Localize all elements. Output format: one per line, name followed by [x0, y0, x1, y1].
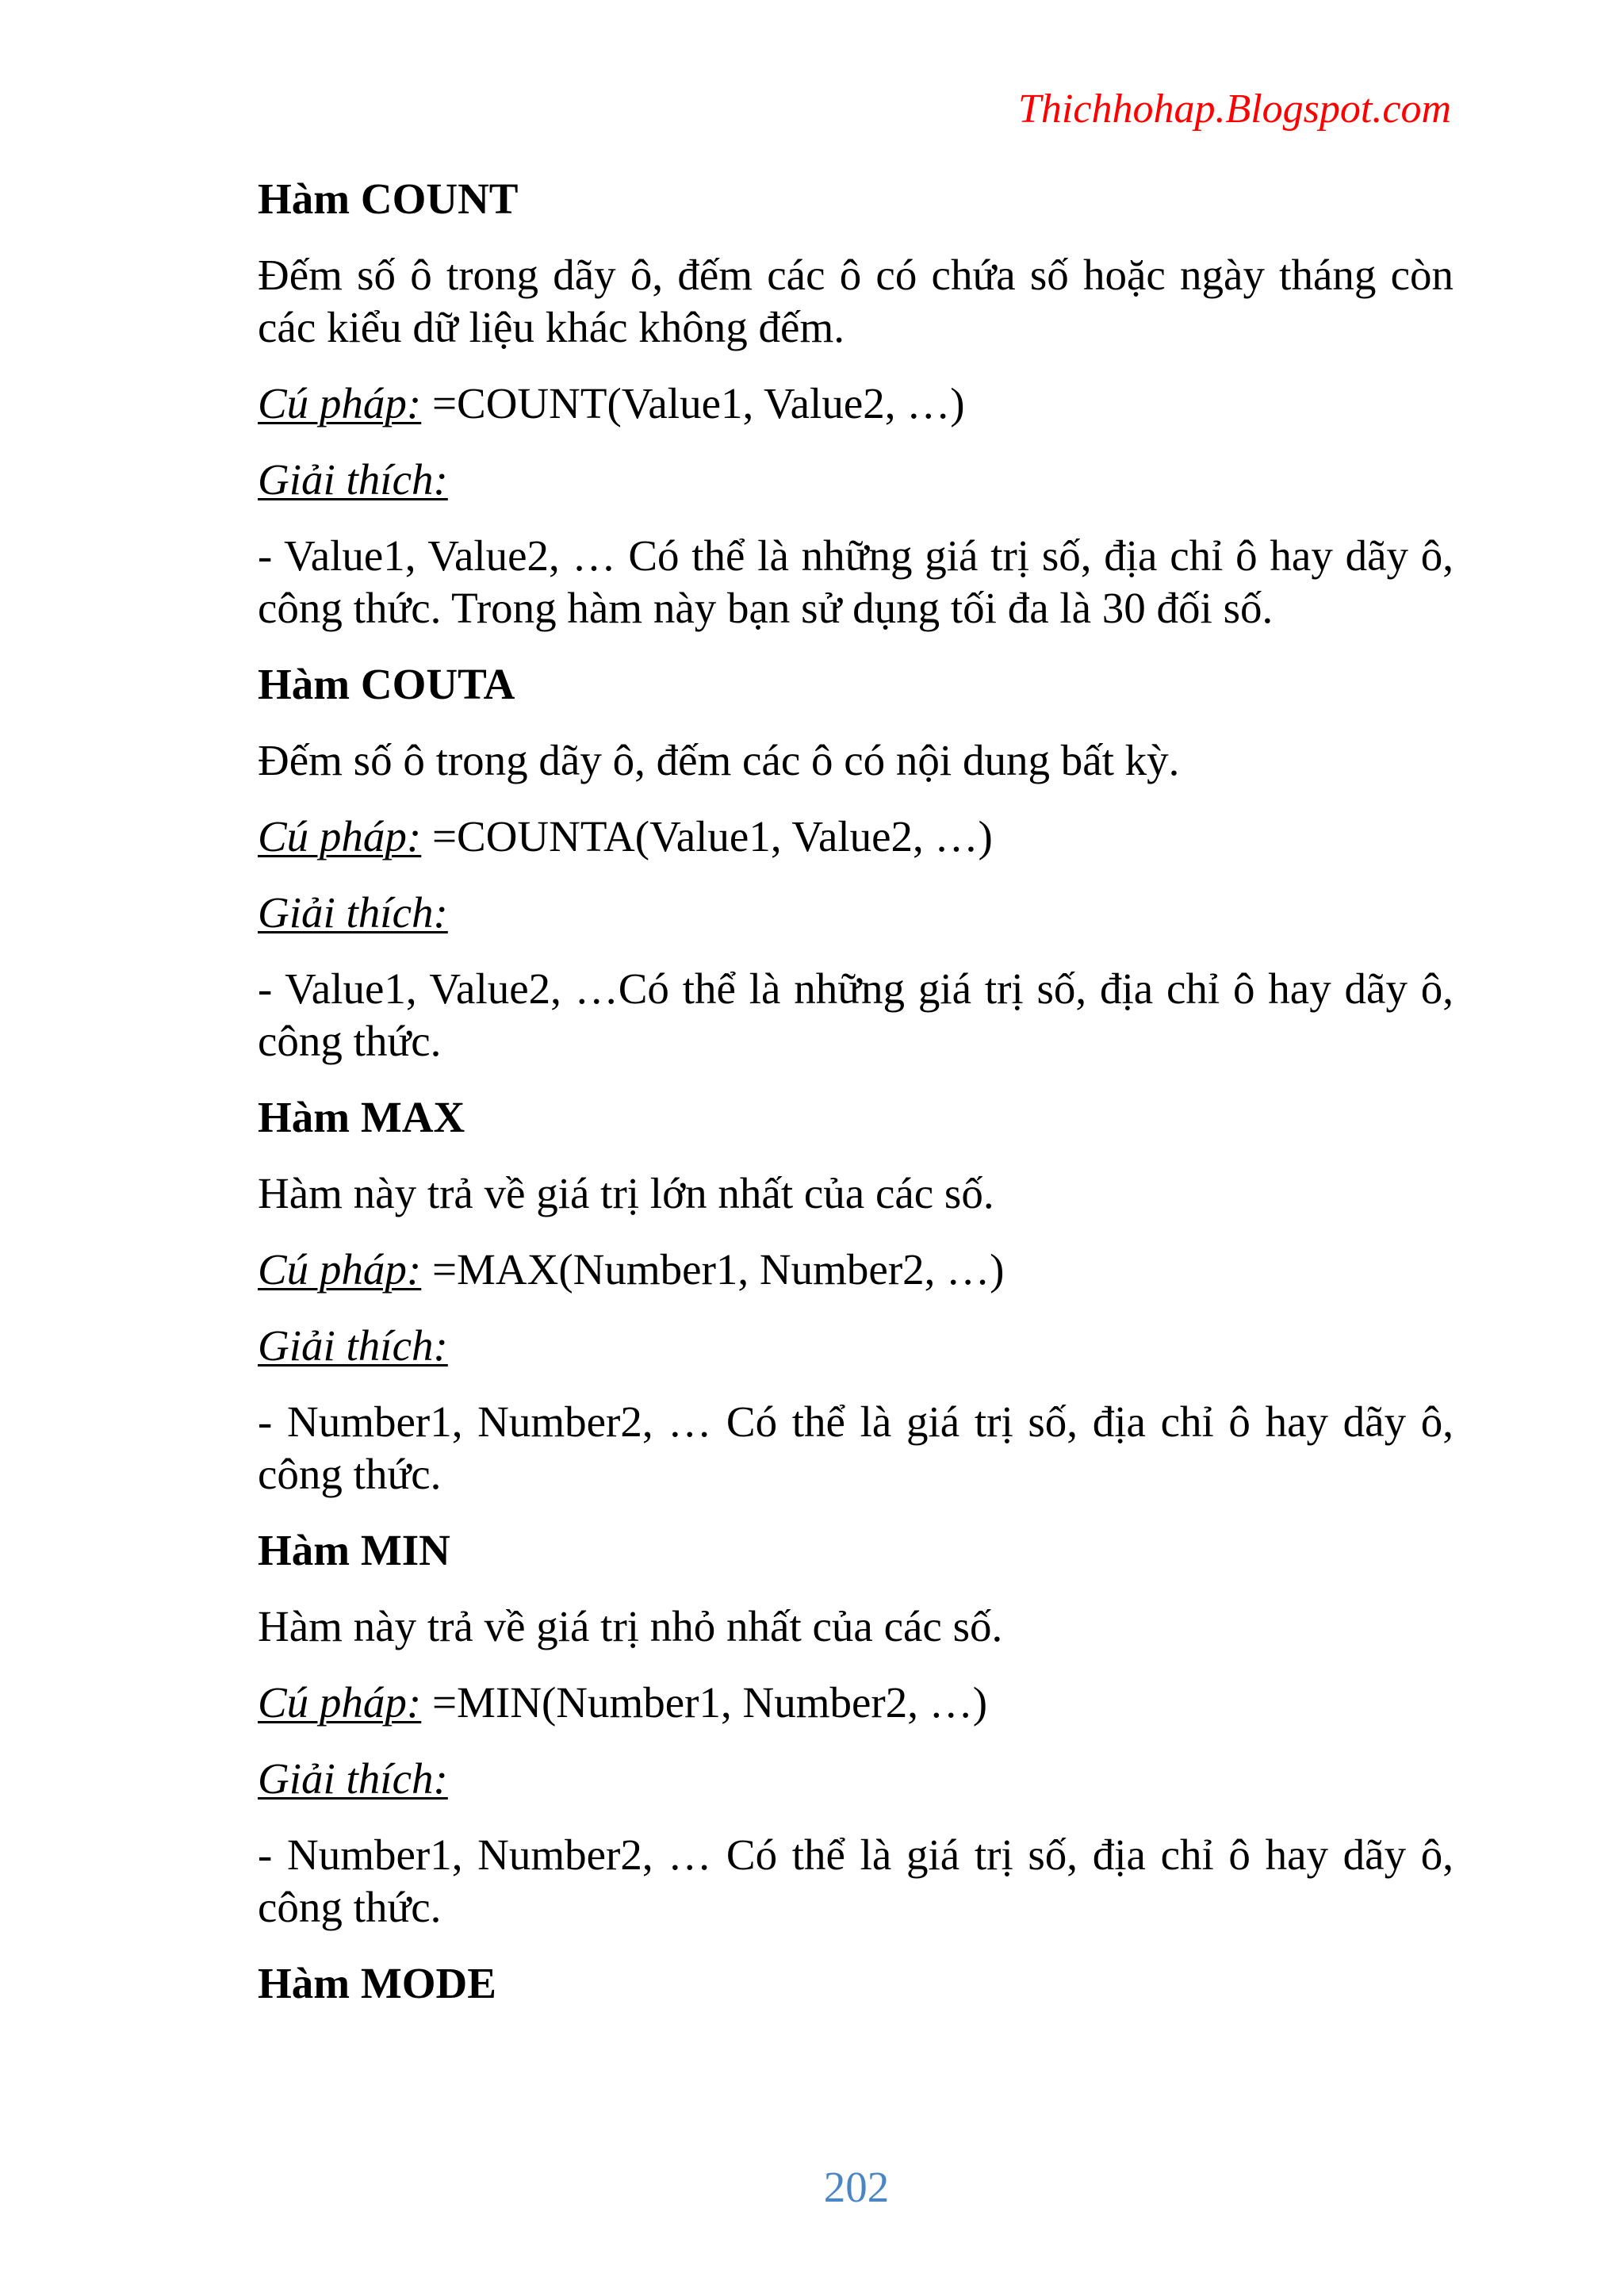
explain-label: Giải thích:: [258, 888, 448, 937]
section-title-couta: Hàm COUTA: [258, 660, 515, 708]
syntax-label: Cú pháp:: [258, 379, 422, 427]
header-site-link[interactable]: Thichhohap.Blogspot.com: [1018, 86, 1451, 132]
section-title-max: Hàm MAX: [258, 1093, 465, 1141]
section-description-max: Hàm này trả về giá trị lớn nhất của các số.: [258, 1169, 994, 1217]
section-title-min: Hàm MIN: [258, 1526, 450, 1574]
section-title-mode: Hàm MODE: [258, 1959, 496, 2007]
page-number: 202: [823, 2163, 890, 2211]
syntax-label: Cú pháp:: [258, 812, 422, 861]
syntax-formula: =COUNTA(Value1, Value2, …): [421, 812, 993, 861]
explain-line-couta: [258, 887, 1454, 939]
syntax-formula: =COUNT(Value1, Value2, …): [421, 379, 965, 427]
explain-line-max: [258, 1320, 1454, 1372]
explain-text-max: - Number1, Number2, … Có thể là giá trị số, địa chỉ ô hay dãy ô, công thức.: [258, 1397, 1454, 1498]
explain-line-min: [258, 1753, 1454, 1805]
explain-text-count: - Value1, Value2, … Có thể là những giá trị số, địa chỉ ô hay dãy ô, công thức. Trong hàm này bạn sử dụng tối đa là 30 đối số.: [258, 531, 1454, 632]
explain-label: Giải thích:: [258, 1754, 448, 1803]
syntax-line-min: [258, 1677, 1454, 1729]
explain-text-couta: - Value1, Value2, …Có thể là những giá trị số, địa chỉ ô hay dãy ô, công thức.: [258, 964, 1454, 1065]
explain-text-min: - Number1, Number2, … Có thể là giá trị số, địa chỉ ô hay dãy ô, công thức.: [258, 1830, 1454, 1931]
explain-label: Giải thích:: [258, 1321, 448, 1370]
syntax-line-count: [258, 378, 1454, 430]
section-description-couta: Đếm số ô trong dãy ô, đếm các ô có nội dung bất kỳ.: [258, 736, 1180, 784]
syntax-line-couta: [258, 811, 1454, 863]
syntax-label: Cú pháp:: [258, 1678, 422, 1727]
explain-label: Giải thích:: [258, 455, 448, 504]
syntax-label: Cú pháp:: [258, 1245, 422, 1294]
section-description-count: Đếm số ô trong dãy ô, đếm các ô có chứa số hoặc ngày tháng còn các kiểu dữ liệu khác không đếm.: [258, 251, 1454, 351]
syntax-formula: =MAX(Number1, Number2, …): [421, 1245, 1005, 1294]
syntax-formula: =MIN(Number1, Number2, …): [421, 1678, 988, 1727]
syntax-line-max: [258, 1244, 1454, 1296]
section-description-min: Hàm này trả về giá trị nhỏ nhất của các số.: [258, 1602, 1003, 1650]
page-content: [258, 173, 1454, 2033]
section-title-count: Hàm COUNT: [258, 174, 519, 223]
explain-line-count: [258, 454, 1454, 506]
